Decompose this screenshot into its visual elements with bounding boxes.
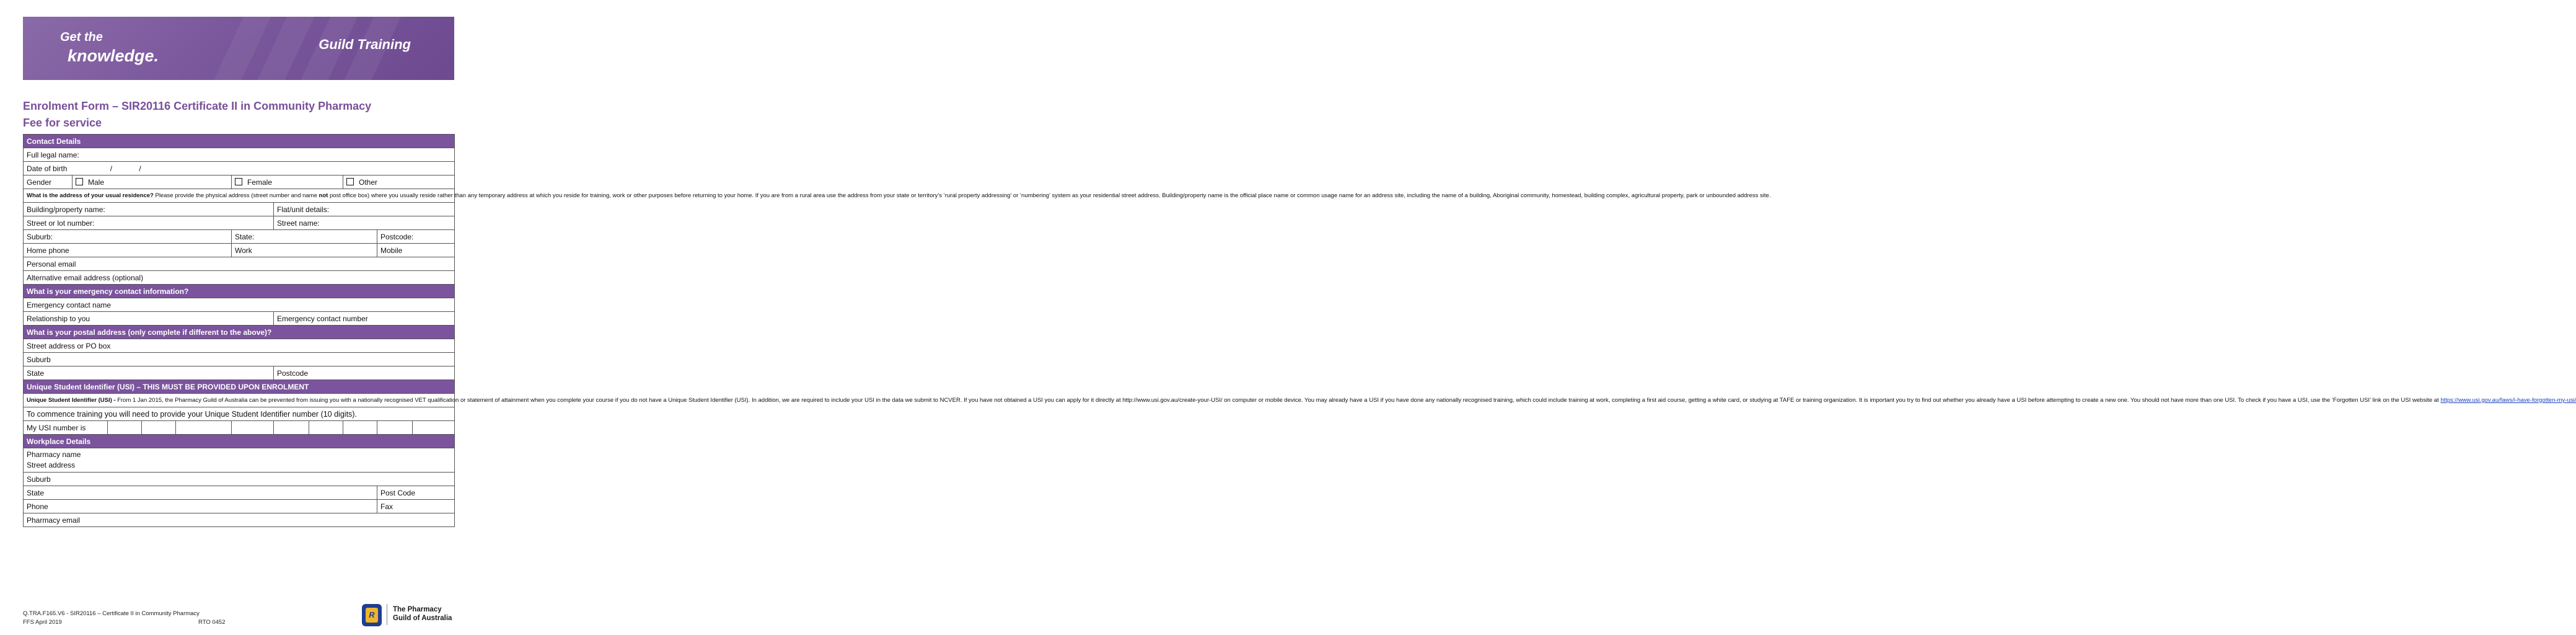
dob-separator-2: / (139, 164, 141, 173)
footer-doc-code: Q.TRA.F165.V6 - SIR20116 – Certificate II in Community Pharmacy (23, 610, 200, 617)
usi-number-label: My USI number is (24, 421, 108, 435)
gender-female-option[interactable] (232, 175, 343, 189)
other-checkbox[interactable] (346, 178, 354, 185)
flat-field[interactable]: Flat/unit details: (274, 203, 455, 216)
page-title (23, 98, 457, 131)
postcode-field[interactable]: Postcode: (377, 230, 455, 244)
relationship-field[interactable]: Relationship to you (24, 312, 274, 326)
residence-question: What is the address of your usual residence? (27, 192, 154, 199)
pharmacy-guild-logo (362, 603, 455, 628)
female-checkbox[interactable] (235, 178, 242, 185)
usi-digit-2[interactable] (142, 421, 176, 435)
workplace-postcode-field[interactable]: Post Code (377, 486, 455, 500)
usi-digit-5[interactable] (274, 421, 309, 435)
usi-forgotten-link[interactable]: https://www.usi.gov.au/faws/i-have-forgotten-my-usi/ (2440, 396, 2576, 404)
full-name-label: Full legal name: (27, 150, 79, 159)
state-field[interactable]: State: (232, 230, 377, 244)
footer-rto: RTO 0452 (198, 619, 226, 626)
usi-digit-6[interactable] (309, 421, 343, 435)
building-field[interactable]: Building/property name: (24, 203, 274, 216)
dob-field[interactable] (24, 162, 455, 175)
workplace-state-field[interactable]: State (24, 486, 377, 500)
usi-digit-7[interactable] (343, 421, 377, 435)
gender-other-option[interactable] (343, 175, 455, 189)
section-usi: Unique Student Identifier (USI) – THIS MUST BE PROVIDED UPON ENROLMENT (24, 380, 455, 394)
postal-street-field[interactable]: Street address or PO box (24, 339, 455, 353)
gender-label: Gender (24, 175, 73, 189)
footer (23, 610, 226, 627)
header-banner (23, 17, 454, 80)
title-line2: Fee for service (23, 117, 102, 129)
logo-name: The Pharmacy Guild of Australia (393, 606, 452, 622)
banner-brand: Guild Training (319, 37, 411, 52)
pharmacy-email-field[interactable]: Pharmacy email (24, 513, 455, 527)
dob-label: Date of birth (27, 164, 68, 173)
home-phone-field[interactable]: Home phone (24, 244, 232, 257)
full-name-field[interactable] (24, 148, 455, 162)
pharmacy-name-address-field[interactable] (24, 448, 455, 473)
usi-digit-1[interactable] (108, 421, 142, 435)
workplace-phone-field[interactable]: Phone (24, 500, 377, 513)
usi-digit-8[interactable] (377, 421, 413, 435)
postal-suburb-field[interactable]: Suburb (24, 353, 455, 366)
other-label: Other (359, 177, 378, 187)
usi-digit-9[interactable] (413, 421, 455, 435)
mobile-field[interactable]: Mobile (377, 244, 455, 257)
street-lot-field[interactable]: Street or lot number: (24, 216, 274, 230)
male-checkbox[interactable] (76, 178, 83, 185)
dob-separator-1: / (110, 164, 113, 173)
enrolment-form-table (23, 134, 2576, 527)
residence-instructions: What is the address of your usual residence? Please provide the physical address (street number and name not post office box) where you usually reside rather than any temporary address at which you reside for training, work or other purposes before returning to your home. If you are from a rural area use the address from your state or territory’s ‘rural property addressing’ or ‘numbering’ system as your residential street address. Building/property name is the official place name or common usage name for an address site, including the name of a building, Aboriginal community, homestead, building complex, agricultural property, park or unbounded address site. (24, 189, 455, 203)
section-contact-details: Contact Details (24, 135, 455, 148)
pharmacy-name-label: Pharmacy name (27, 450, 81, 459)
banner-tagline-line1: Get the (60, 30, 103, 44)
banner-tagline-line2: knowledge. (68, 47, 159, 65)
footer-date: FFS April 2019 (23, 619, 62, 626)
title-line1: Enrolment Form – SIR20116 Certificate II in Community Pharmacy (23, 100, 372, 112)
workplace-street-label: Street address (27, 461, 76, 469)
usi-instructions: Unique Student Identifier (USI) - From 1 Jan 2015, the Pharmacy Guild of Australia can be prevented from issuing you with a nationally recognised VET qualification or statement of attainment when you complete your course if you do not have a Unique Student Identifier (USI). In addition, we are required to include your USI in the data we submit to NCVER. If you have not obtained a USI you can apply for it directly at http://www.usi.gov.au/create-your-USI/ on computer or mobile device. You may already have a USI if you have done any nationally recognised training, which could include training at work, completing a first aid course, getting a white card, or studying at TAFE or training organization. It is important you try to find out whether you already have a USI before attempting to create a new one. You should not have more than one USI. To check if you have a USI, use the ‘Forgotten USI’ link on the USI website at https://www.usi.gov.au/faws/i-have-forgotten-my-usi/ (24, 394, 455, 407)
male-label: Male (88, 177, 105, 187)
suburb-field[interactable]: Suburb: (24, 230, 232, 244)
section-emergency-contact: What is your emergency contact information? (24, 285, 455, 298)
usi-digit-3[interactable] (176, 421, 232, 435)
postal-postcode-field[interactable]: Postcode (274, 366, 455, 380)
workplace-fax-field[interactable]: Fax (377, 500, 455, 513)
alt-email-field[interactable]: Alternative email address (optional) (24, 271, 455, 285)
street-name-field[interactable]: Street name: (274, 216, 455, 230)
emergency-name-field[interactable]: Emergency contact name (24, 298, 455, 312)
section-postal-address: What is your postal address (only complete if different to the above)? (24, 326, 455, 339)
personal-email-field[interactable]: Personal email (24, 257, 455, 271)
usi-digit-4[interactable] (232, 421, 274, 435)
gender-male-option[interactable] (73, 175, 232, 189)
usi-commence-note: To commence training you will need to provide your Unique Student Identifier number (10 digits). (24, 407, 455, 421)
workplace-suburb-field[interactable]: Suburb (24, 473, 455, 486)
emergency-number-field[interactable]: Emergency contact number (274, 312, 455, 326)
section-workplace-details: Workplace Details (24, 435, 455, 448)
work-phone-field[interactable]: Work (232, 244, 377, 257)
guild-shield-icon: R (362, 604, 382, 626)
postal-state-field[interactable]: State (24, 366, 274, 380)
female-label: Female (247, 177, 273, 187)
